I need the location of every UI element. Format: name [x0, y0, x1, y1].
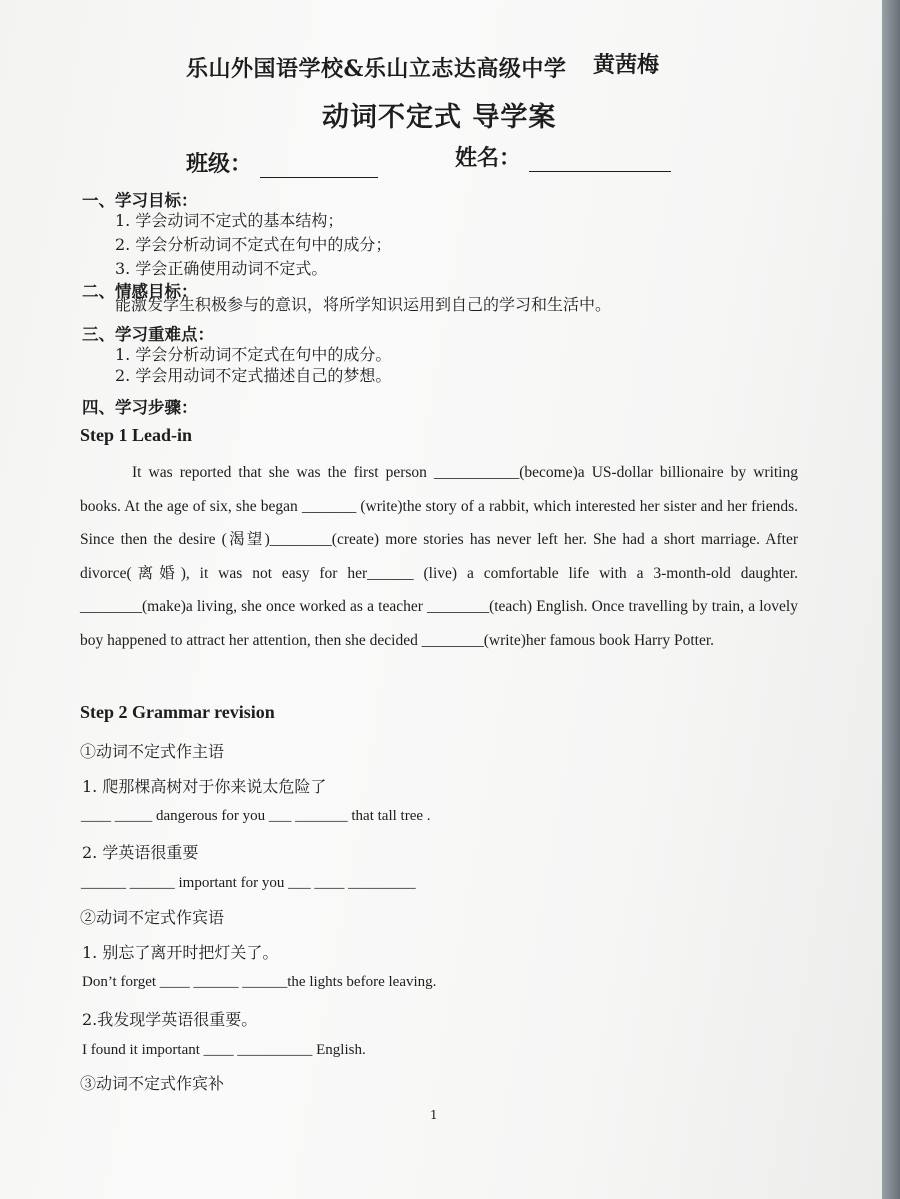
class-field [186, 147, 378, 178]
complement-subheading: ③动词不定式作宾补 [80, 1074, 225, 1093]
exercise-line: ______ ______ important for you ___ ____ _________ [81, 875, 416, 891]
school-name: 乐山外国语学校&乐山立志达高级中学 [186, 56, 567, 82]
step1-heading: Step 1 Lead-in [80, 425, 193, 445]
class-blank [260, 176, 378, 178]
section-steps: 四、学习步骤： [82, 398, 198, 417]
name-field [455, 141, 671, 172]
name-label: 姓名： [455, 145, 522, 171]
step1-paragraph: It was reported that she was the first person ___________(become)a US-dollar billionaire by writing books. At the age of six, she began _______ (write)the story of a rabbit, which interested her sister and her friends. Since then the desire (渴望)________(create) more stories has never left her. She had a short marriage. After divorce(离婚), it was not easy for her______ (live) a comfortable life with a 3-month-old daughter. ________(make)a living, she once worked as a teacher ________(teach) English. Once travelling by train, a lovely boy happened to attract her attention, then she decided ________(write)her famous book Harry Potter. [80, 464, 798, 649]
exercise-prompt: 1. 爬那棵高树对于你来说太危险了 [82, 777, 327, 796]
difficulty-item: 2. 学会用动词不定式描述自己的梦想。 [115, 366, 392, 385]
step2-heading: Step 2 Grammar revision [80, 702, 275, 722]
section-difficulties: 三、学习重难点： [82, 325, 214, 344]
exercise-prompt: 1. 别忘了离开时把灯关了。 [82, 943, 279, 962]
class-label: 班级： [186, 151, 253, 177]
exercise-prompt: 2. 学英语很重要 [82, 843, 199, 862]
objective-item: 3. 学会正确使用动词不定式。 [115, 259, 328, 278]
step1-passage [80, 456, 798, 658]
exercise-line: ____ _____ dangerous for you ___ _______ that tall tree . [81, 808, 431, 824]
subject-subheading: ①动词不定式作主语 [80, 742, 225, 761]
exercise-prompt: 2.我发现学英语很重要。 [82, 1010, 258, 1029]
objective-item: 2. 学会分析动词不定式在句中的成分； [115, 235, 392, 254]
emotion-text: 能激发学生积极参与的意识，将所学知识运用到自己的学习和生活中。 [115, 295, 612, 314]
exercise-line: Don’t forget ____ ______ ______the lights before leaving. [82, 974, 437, 990]
difficulty-item: 1. 学会分析动词不定式在句中的成分。 [115, 345, 392, 364]
teacher-name: 黄茜梅 [593, 52, 660, 78]
page-title: 动词不定式 导学案 [322, 102, 557, 133]
background-edge [882, 0, 900, 1199]
name-blank [529, 170, 671, 172]
page-number: 1 [430, 1108, 438, 1122]
section-objectives: 一、学习目标： [82, 191, 198, 210]
exercise-line: I found it important ____ __________ English. [82, 1042, 366, 1058]
objective-item: 1. 学会动词不定式的基本结构； [115, 211, 344, 230]
section-emotion: 二、情感目标： [82, 282, 198, 301]
object-subheading: ②动词不定式作宾语 [80, 908, 225, 927]
